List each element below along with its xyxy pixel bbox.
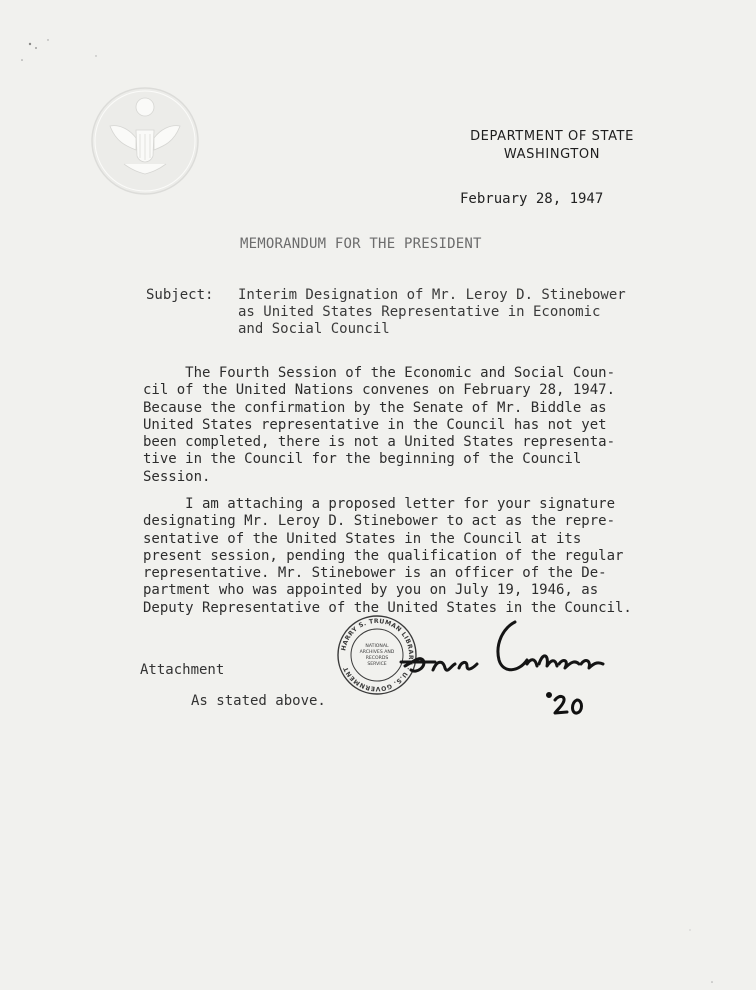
body-paragraph-1	[143, 365, 615, 486]
paragraph-line: partment who was appointed by you on July 19, 1946, as	[143, 582, 599, 599]
stamp-inner-line: SERVICE	[367, 662, 387, 667]
paragraph-line: Because the confirmation by the Senate of Mr. Biddle as	[143, 399, 607, 416]
handwritten-signature	[395, 600, 610, 685]
handwritten-page-number	[545, 690, 591, 718]
paragraph-line: tive in the Council for the beginning of the Council	[143, 451, 582, 468]
attachment-label: Attachment	[140, 662, 225, 678]
paragraph-line: Session.	[143, 468, 211, 485]
paragraph-line: The Fourth Session of the Economic and Social Coun-	[143, 365, 616, 381]
subject-line: and Social Council	[238, 321, 390, 337]
letterhead	[462, 128, 642, 164]
stamp-ring-text: HARRY S. TRUMAN LIBRARY · U.S. GOVERNMENT	[340, 617, 415, 693]
paragraph-line: United States representative in the Council has not yet	[143, 416, 607, 433]
attachment-note: As stated above.	[191, 693, 326, 709]
subject-label: Subject:	[146, 287, 214, 303]
paragraph-line: present session, pending the qualification of the regular	[143, 547, 624, 564]
stamp-inner-line: ARCHIVES AND	[359, 650, 395, 655]
subject-line: Interim Designation of Mr. Leroy D. Stinebower	[238, 287, 626, 303]
paragraph-line: been completed, there is not a United States representa-	[143, 434, 616, 451]
subject-line: as United States Representative in Economic	[238, 304, 601, 320]
paragraph-line: representative. Mr. Stinebower is an officer of the De-	[143, 565, 607, 582]
memo-date: February 28, 1947	[460, 191, 604, 207]
stamp-inner-line: RECORDS	[365, 656, 389, 661]
body-paragraph-2	[143, 496, 632, 617]
embossed-great-seal-eagle-icon	[90, 86, 200, 196]
paragraph-line: designating Mr. Leroy D. Stinebower to act as the repre-	[143, 513, 616, 530]
paragraph-line: I am attaching a proposed letter for your signature	[143, 496, 616, 512]
paragraph-line: cil of the United Nations convenes on February 28, 1947.	[143, 382, 616, 399]
stamp-inner-line: NATIONAL	[365, 644, 389, 649]
department-name: DEPARTMENT OF STATE	[470, 129, 634, 144]
paragraph-line: sentative of the United States in the Council at its	[143, 530, 582, 547]
department-city: WASHINGTON	[503, 147, 601, 162]
paragraph-line: Deputy Representative of the United States in the Council.	[143, 599, 632, 616]
memo-title: MEMORANDUM FOR THE PRESIDENT	[240, 236, 482, 252]
subject-text	[238, 287, 626, 338]
